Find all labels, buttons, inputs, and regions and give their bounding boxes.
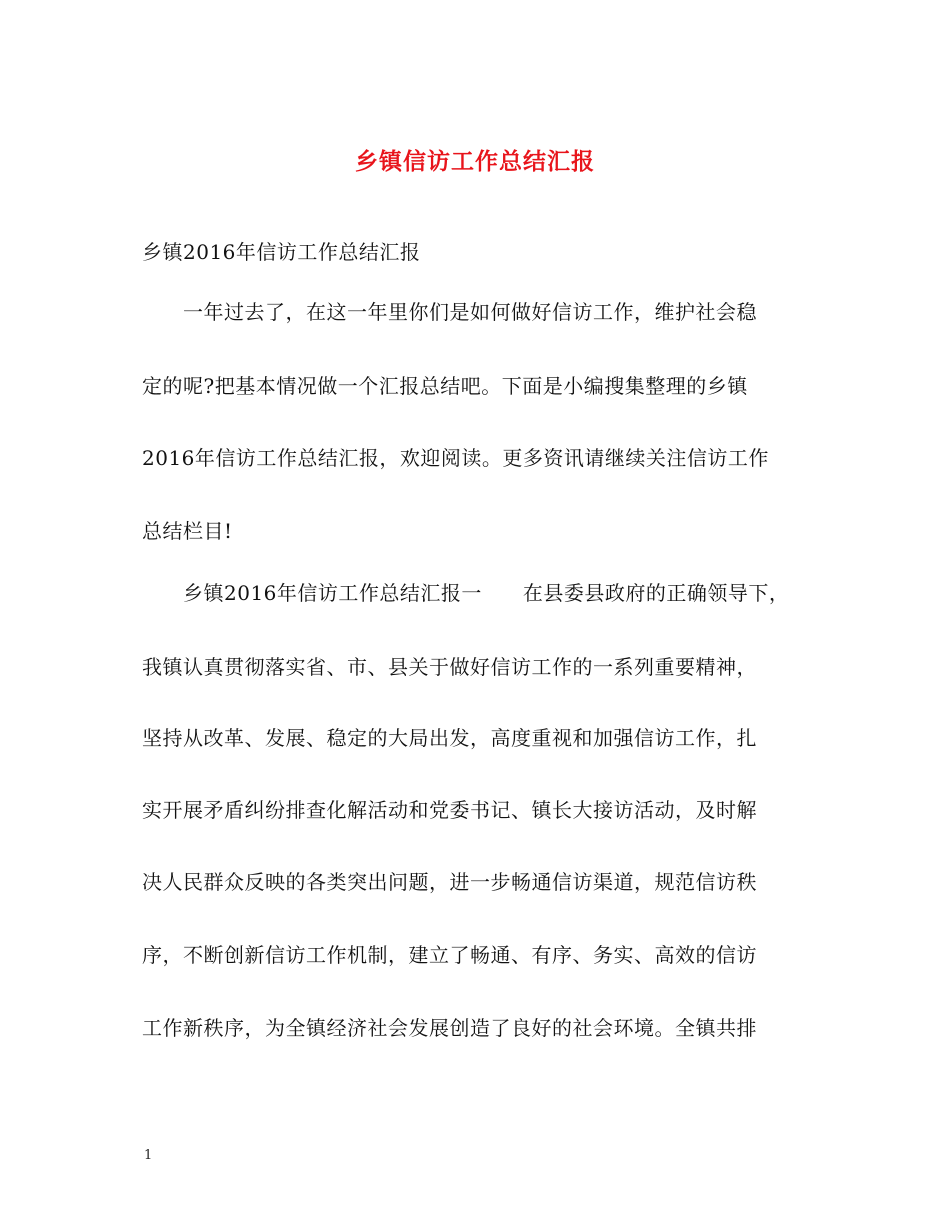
paragraph-line: 序，不断创新信访工作机制，建立了畅通、有序、务实、高效的信访	[142, 943, 757, 967]
paragraph-line: 实开展矛盾纠纷排查化解活动和党委书记、镇长大接访活动，及时解	[142, 798, 757, 822]
document-subtitle: 乡镇2016年信访工作总结汇报	[142, 240, 421, 264]
paragraph-line: 乡镇2016年信访工作总结汇报一 在县委县政府的正确领导下，	[183, 581, 790, 605]
paragraph-line: 决人民群众反映的各类突出问题，进一步畅通信访渠道，规范信访秩	[142, 870, 757, 894]
paragraph-line: 工作新秩序，为全镇经济社会发展创造了良好的社会环境。全镇共排	[142, 1016, 757, 1040]
paragraph-line: 2016年信访工作总结汇报，欢迎阅读。更多资讯请继续关注信访工作	[142, 446, 769, 470]
paragraph-line: 总结栏目!	[142, 519, 233, 543]
paragraph-line: 坚持从改革、发展、稳定的大局出发，高度重视和加强信访工作，扎	[142, 726, 757, 750]
page-number: 1	[144, 1148, 153, 1163]
document-title: 乡镇信访工作总结汇报	[355, 148, 595, 175]
paragraph-line: 定的呢?把基本情况做一个汇报总结吧。下面是小编搜集整理的乡镇	[142, 374, 748, 398]
paragraph-line: 我镇认真贯彻落实省、市、县关于做好信访工作的一系列重要精神，	[142, 655, 757, 679]
paragraph-line: 一年过去了，在这一年里你们是如何做好信访工作，维护社会稳	[183, 300, 757, 324]
